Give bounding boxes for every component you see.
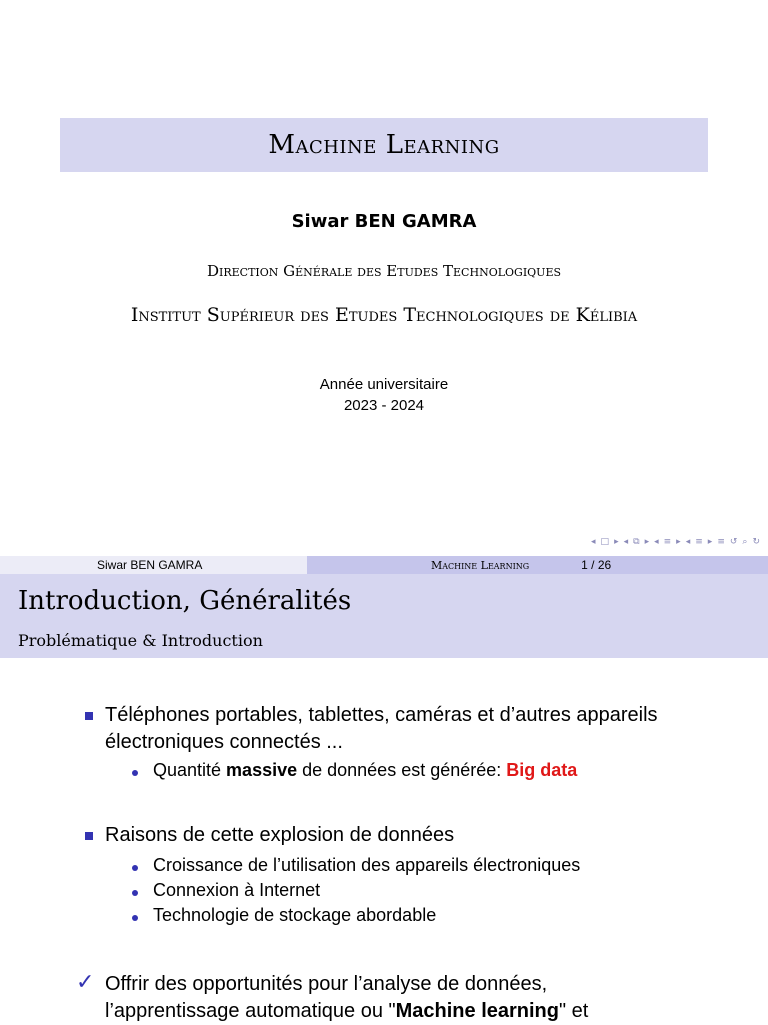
nav-prev-icon[interactable]: ◂ bbox=[685, 537, 691, 547]
section-icon[interactable]: ≡ bbox=[663, 537, 672, 547]
subsection-icon[interactable]: ≡ bbox=[695, 537, 703, 547]
footer-left bbox=[0, 556, 307, 574]
footer-author: Siwar BEN GAMRA bbox=[97, 558, 203, 572]
emphasis-text: massive bbox=[226, 760, 298, 780]
bullet-dot-icon bbox=[132, 770, 138, 776]
item-text: Offrir des opportunités pour l’analyse de données, bbox=[105, 973, 548, 995]
sub-list-item bbox=[153, 758, 577, 783]
footer-title: Machine Learning bbox=[431, 558, 530, 572]
list-item bbox=[105, 822, 454, 849]
nav-prev-icon[interactable]: ◂ bbox=[654, 537, 659, 547]
presentation-title: Machine Learning bbox=[268, 130, 500, 160]
year-label: Année universitaire bbox=[319, 376, 449, 393]
footer-right bbox=[307, 556, 768, 574]
emphasis-text: Machine learning bbox=[395, 1000, 559, 1022]
bullet-square-icon bbox=[85, 832, 93, 840]
item-text: électroniques connectés ... bbox=[105, 731, 343, 753]
frame-subtitle: Problématique & Introduction bbox=[18, 631, 263, 650]
sub-list-item: Croissance de l’utilisation des appareils électroniques bbox=[153, 855, 581, 875]
nav-next-icon[interactable]: ▸ bbox=[644, 537, 650, 547]
title-bar bbox=[60, 118, 708, 172]
nav-next-icon[interactable]: ▸ bbox=[707, 537, 713, 547]
nav-prev-icon[interactable]: ◂ bbox=[591, 537, 596, 547]
outline-icon[interactable]: ≡ bbox=[717, 537, 725, 547]
sub-list-item: Connexion à Internet bbox=[153, 880, 321, 900]
list-item bbox=[105, 971, 588, 1025]
checkmark-icon: ✓ bbox=[76, 970, 95, 995]
nav-next-icon[interactable]: ▸ bbox=[614, 537, 619, 547]
nav-next-icon[interactable]: ▸ bbox=[676, 537, 681, 547]
footer-bar bbox=[0, 556, 768, 574]
list-item bbox=[105, 702, 658, 756]
page-number: 1 / 26 bbox=[581, 558, 612, 572]
item-text: Raisons de cette explosion de données bbox=[105, 824, 455, 846]
highlight-text: Big data bbox=[506, 760, 578, 780]
author-name: Siwar BEN GAMRA bbox=[291, 211, 477, 232]
sub-list-item: Technologie de stockage abordable bbox=[153, 905, 437, 925]
year-range: 2023 - 2024 bbox=[343, 397, 425, 414]
frame-header bbox=[0, 574, 768, 658]
bullet-dot-icon bbox=[132, 915, 138, 921]
nav-prev-icon[interactable]: ◂ bbox=[623, 537, 629, 547]
direction-text: Direction Générale des Etudes Technologiques bbox=[206, 262, 562, 280]
institut-text: Institut Supérieur des Etudes Technologiques de Kélibia bbox=[130, 304, 638, 326]
item-text: " et bbox=[559, 1000, 589, 1022]
frame-title: Introduction, Généralités bbox=[18, 586, 352, 616]
item-text: l’apprentissage automatique ou " bbox=[105, 1000, 396, 1022]
item-text-line bbox=[105, 998, 588, 1025]
frame-icon[interactable]: □ bbox=[600, 537, 610, 547]
search-icon[interactable]: ⌕ bbox=[742, 537, 748, 547]
sub-text: de données est générée: bbox=[297, 760, 507, 780]
bullet-dot-icon bbox=[132, 890, 138, 896]
slide-icon[interactable]: ⧉ bbox=[633, 537, 640, 547]
forward-icon[interactable]: ↻ bbox=[752, 537, 760, 547]
bullet-dot-icon bbox=[132, 865, 138, 871]
bullet-square-icon bbox=[85, 712, 93, 720]
back-icon[interactable]: ↺ bbox=[729, 537, 738, 547]
sub-text: Quantité bbox=[153, 760, 227, 780]
item-text: Téléphones portables, tablettes, caméras et d’autres appareils bbox=[105, 704, 658, 726]
beamer-navigation bbox=[591, 537, 760, 547]
